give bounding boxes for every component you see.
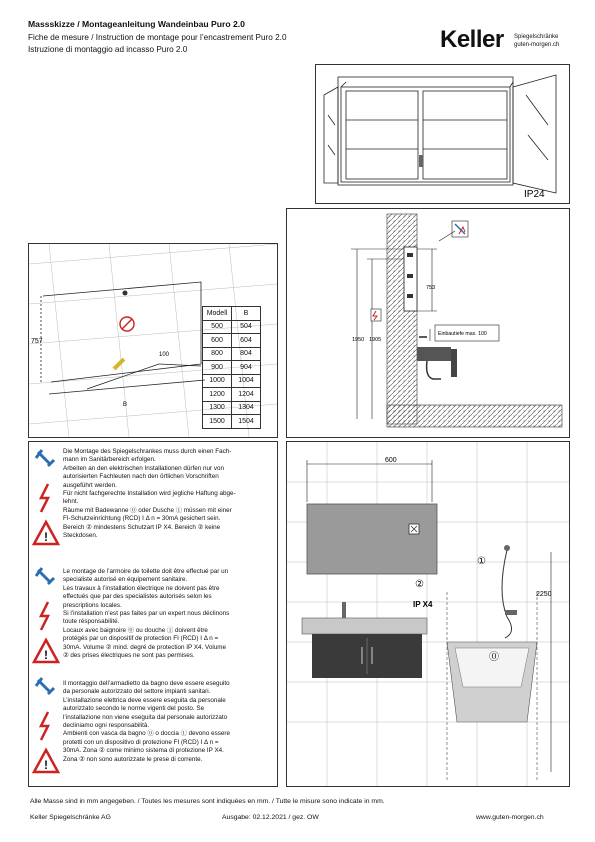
dim-600: 600	[385, 457, 397, 464]
section-panel	[286, 208, 570, 438]
de-line: Räume mit Badewanne ⓪ oder Dusche ① müssen mit einer	[63, 506, 232, 514]
instruction-icons-de	[32, 446, 60, 556]
it-line: da personale autorizzato del settore impianti sanitari.	[63, 688, 211, 696]
de-line: Die Montage des Spiegelschrankes muss durch einen Fach-	[63, 448, 232, 455]
table-cell: 504	[232, 320, 261, 334]
de-line: Bereich ② mindestens Schutzart IP X4. Bereich ② keine	[63, 523, 221, 531]
brand-sub-line2: guten-morgen.ch	[514, 42, 560, 48]
table-row	[203, 374, 261, 388]
fr-line: effectués que par des specialistes autorisés selon les	[63, 593, 212, 601]
table-cell: 900	[203, 361, 232, 375]
dim-100: 100	[159, 352, 170, 358]
depth-note: Einbautiefe max. 100	[438, 331, 487, 337]
table-row	[203, 320, 261, 334]
it-line: autorizzato secondo le norme vigenti del posto. Se	[63, 705, 205, 713]
table-row	[203, 347, 261, 361]
wrench-icon	[36, 568, 54, 584]
table-cell: 500	[203, 320, 232, 334]
svg-text:!: !	[44, 530, 48, 544]
table-cell: 604	[232, 334, 261, 348]
brand-sub-line1: Spiegelschränke	[514, 34, 559, 40]
de-line: ausgeführt werden.	[63, 481, 117, 489]
website-link[interactable]: www.guten-morgen.ch	[476, 814, 544, 821]
fr-line: ② des prises électriques ne sont pas permises.	[63, 652, 195, 660]
zone-0-label: ⓪	[489, 652, 499, 663]
dim-753: 753	[426, 285, 436, 291]
table-header-cell: B	[232, 307, 261, 321]
ip24-label: IP24	[524, 189, 545, 200]
lightning-icon	[41, 712, 48, 740]
fr-line: 30mA. Volume ② mind. degré de protection IP X4. Volume	[63, 643, 227, 651]
bathroom-drawing	[287, 442, 569, 786]
company-name: Keller Spiegelschränke AG	[30, 814, 111, 821]
fr-line: Locaux avec baignoire ⓪ ou douche ① doivent être	[63, 626, 208, 634]
svg-text:!: !	[44, 758, 48, 772]
fr-line: Les travaux à l’installation électrique ne doivent pas être	[63, 584, 220, 592]
table-cell: 800	[203, 347, 232, 361]
title-it: Istruzione di montaggio ad incasso Puro 2.0	[28, 45, 188, 54]
de-line: mann im Sanitärbereich erfolgen.	[63, 456, 156, 464]
table-header-cell: Modell	[203, 307, 232, 321]
lightning-icon	[41, 484, 48, 512]
table-cell: 1500	[203, 415, 232, 429]
cabinet-panel	[315, 64, 570, 204]
instruction-icons-it	[32, 674, 60, 784]
model-table	[202, 306, 261, 429]
table-row	[203, 361, 261, 375]
table-cell: 1000	[203, 374, 232, 388]
lightning-icon	[41, 602, 48, 630]
title-de: Massskizze / Montageanleitung Wandeinbau Puro 2.0	[28, 19, 245, 29]
fr-line: Si l’installation n’est pas faites par un expert nous déclinons	[63, 610, 230, 618]
fr-line: toute résponsabilité.	[63, 618, 120, 626]
zone-2-label: ②	[415, 579, 424, 590]
fr-line: protégés par un dispositif de protection FI (RCD) I Δ n =	[63, 635, 219, 643]
table-cell: 600	[203, 334, 232, 348]
table-cell: 1300	[203, 401, 232, 415]
it-line: Ambienti con vasca da bagno ⓪ o doccia ① devono essere	[63, 730, 230, 738]
cabinet-drawing	[316, 65, 569, 203]
de-line: lehnt.	[63, 498, 79, 506]
instructions-fr	[63, 568, 275, 660]
instruction-icons-fr	[32, 564, 60, 674]
dim-b: B	[123, 402, 128, 408]
table-cell: 1200	[203, 388, 232, 402]
it-line: L’installazione elettrica deve essere eseguita da personale	[63, 696, 226, 704]
model-table-wrapper	[202, 306, 261, 429]
table-cell: 904	[232, 361, 261, 375]
de-line: Für nicht fachgerechte Installation wird jegliche Haftung abge-	[63, 490, 236, 498]
table-cell: 1504	[232, 415, 261, 429]
dim-757: 757	[31, 338, 43, 345]
section-drawing	[287, 209, 569, 437]
table-row	[203, 415, 261, 429]
fr-line: Le montage de l’armoire de toilette doit être effectué par un	[63, 568, 229, 575]
zone-1-label: ①	[477, 556, 486, 567]
instructions-panel	[28, 441, 278, 787]
table-header-row	[203, 307, 261, 321]
de-line: FI-Schutzeinrichtung (RCD) I Δ n = 30mA gesichert sein.	[63, 515, 221, 523]
de-line: Arbeiten an den elektrischen Installationen dürfen nur von	[63, 464, 225, 472]
instructions-de	[63, 448, 275, 540]
brand-subtitle	[514, 33, 559, 49]
it-line: 30mA. Zona ② come minimo sistema di protezione IP X4.	[63, 747, 224, 755]
title-fr: Fiche de mesure / Instruction de montage pour l’encastrement Puro 2.0	[28, 33, 287, 42]
instructions-it	[63, 680, 275, 764]
table-row	[203, 334, 261, 348]
dim-1950: 1950	[352, 337, 365, 343]
it-line: l’installazione non viene eseguita dal personale autorizzato	[63, 713, 228, 721]
table-cell: 1304	[232, 401, 261, 415]
table-row	[203, 401, 261, 415]
fr-line: prescriptions locales.	[63, 601, 122, 609]
it-line: Il montaggio dell’armadietto da bagno deve essere eseguito	[63, 680, 230, 687]
table-cell: 1004	[232, 374, 261, 388]
brand-logo: Keller	[440, 26, 504, 53]
de-line: Steckdosen.	[63, 532, 98, 540]
units-note: Alle Masse sind in mm angegeben. / Toutes les mesures sont indiquées en mm. / Tutte le misure sono indicate in mm.	[30, 798, 385, 805]
table-cell: 1204	[232, 388, 261, 402]
edition-info: Ausgabe: 02.12.2021 / gez. OW	[222, 814, 319, 821]
dim-2250: 2250	[536, 591, 552, 598]
it-line: Zona ② non sono autorizzate le prese di corrente.	[63, 755, 203, 763]
svg-text:!: !	[44, 648, 48, 662]
table-cell: 804	[232, 347, 261, 361]
table-row	[203, 388, 261, 402]
it-line: protetti con un dispositivo di protezione FI (RCD) I Δ n =	[63, 738, 219, 746]
dim-1905: 1905	[369, 337, 382, 343]
wrench-icon	[36, 678, 54, 694]
ip-x4-label: IP X4	[413, 600, 433, 609]
bathroom-panel	[286, 441, 570, 787]
fr-line: specialiste autorisé en équipement sanitaire.	[63, 576, 188, 584]
de-line: autorisierten Fachleuten nach den örtlichen Vorschriften	[63, 473, 219, 481]
wrench-icon	[36, 450, 54, 466]
it-line: decliniamo ogni responsabilità.	[63, 722, 150, 730]
